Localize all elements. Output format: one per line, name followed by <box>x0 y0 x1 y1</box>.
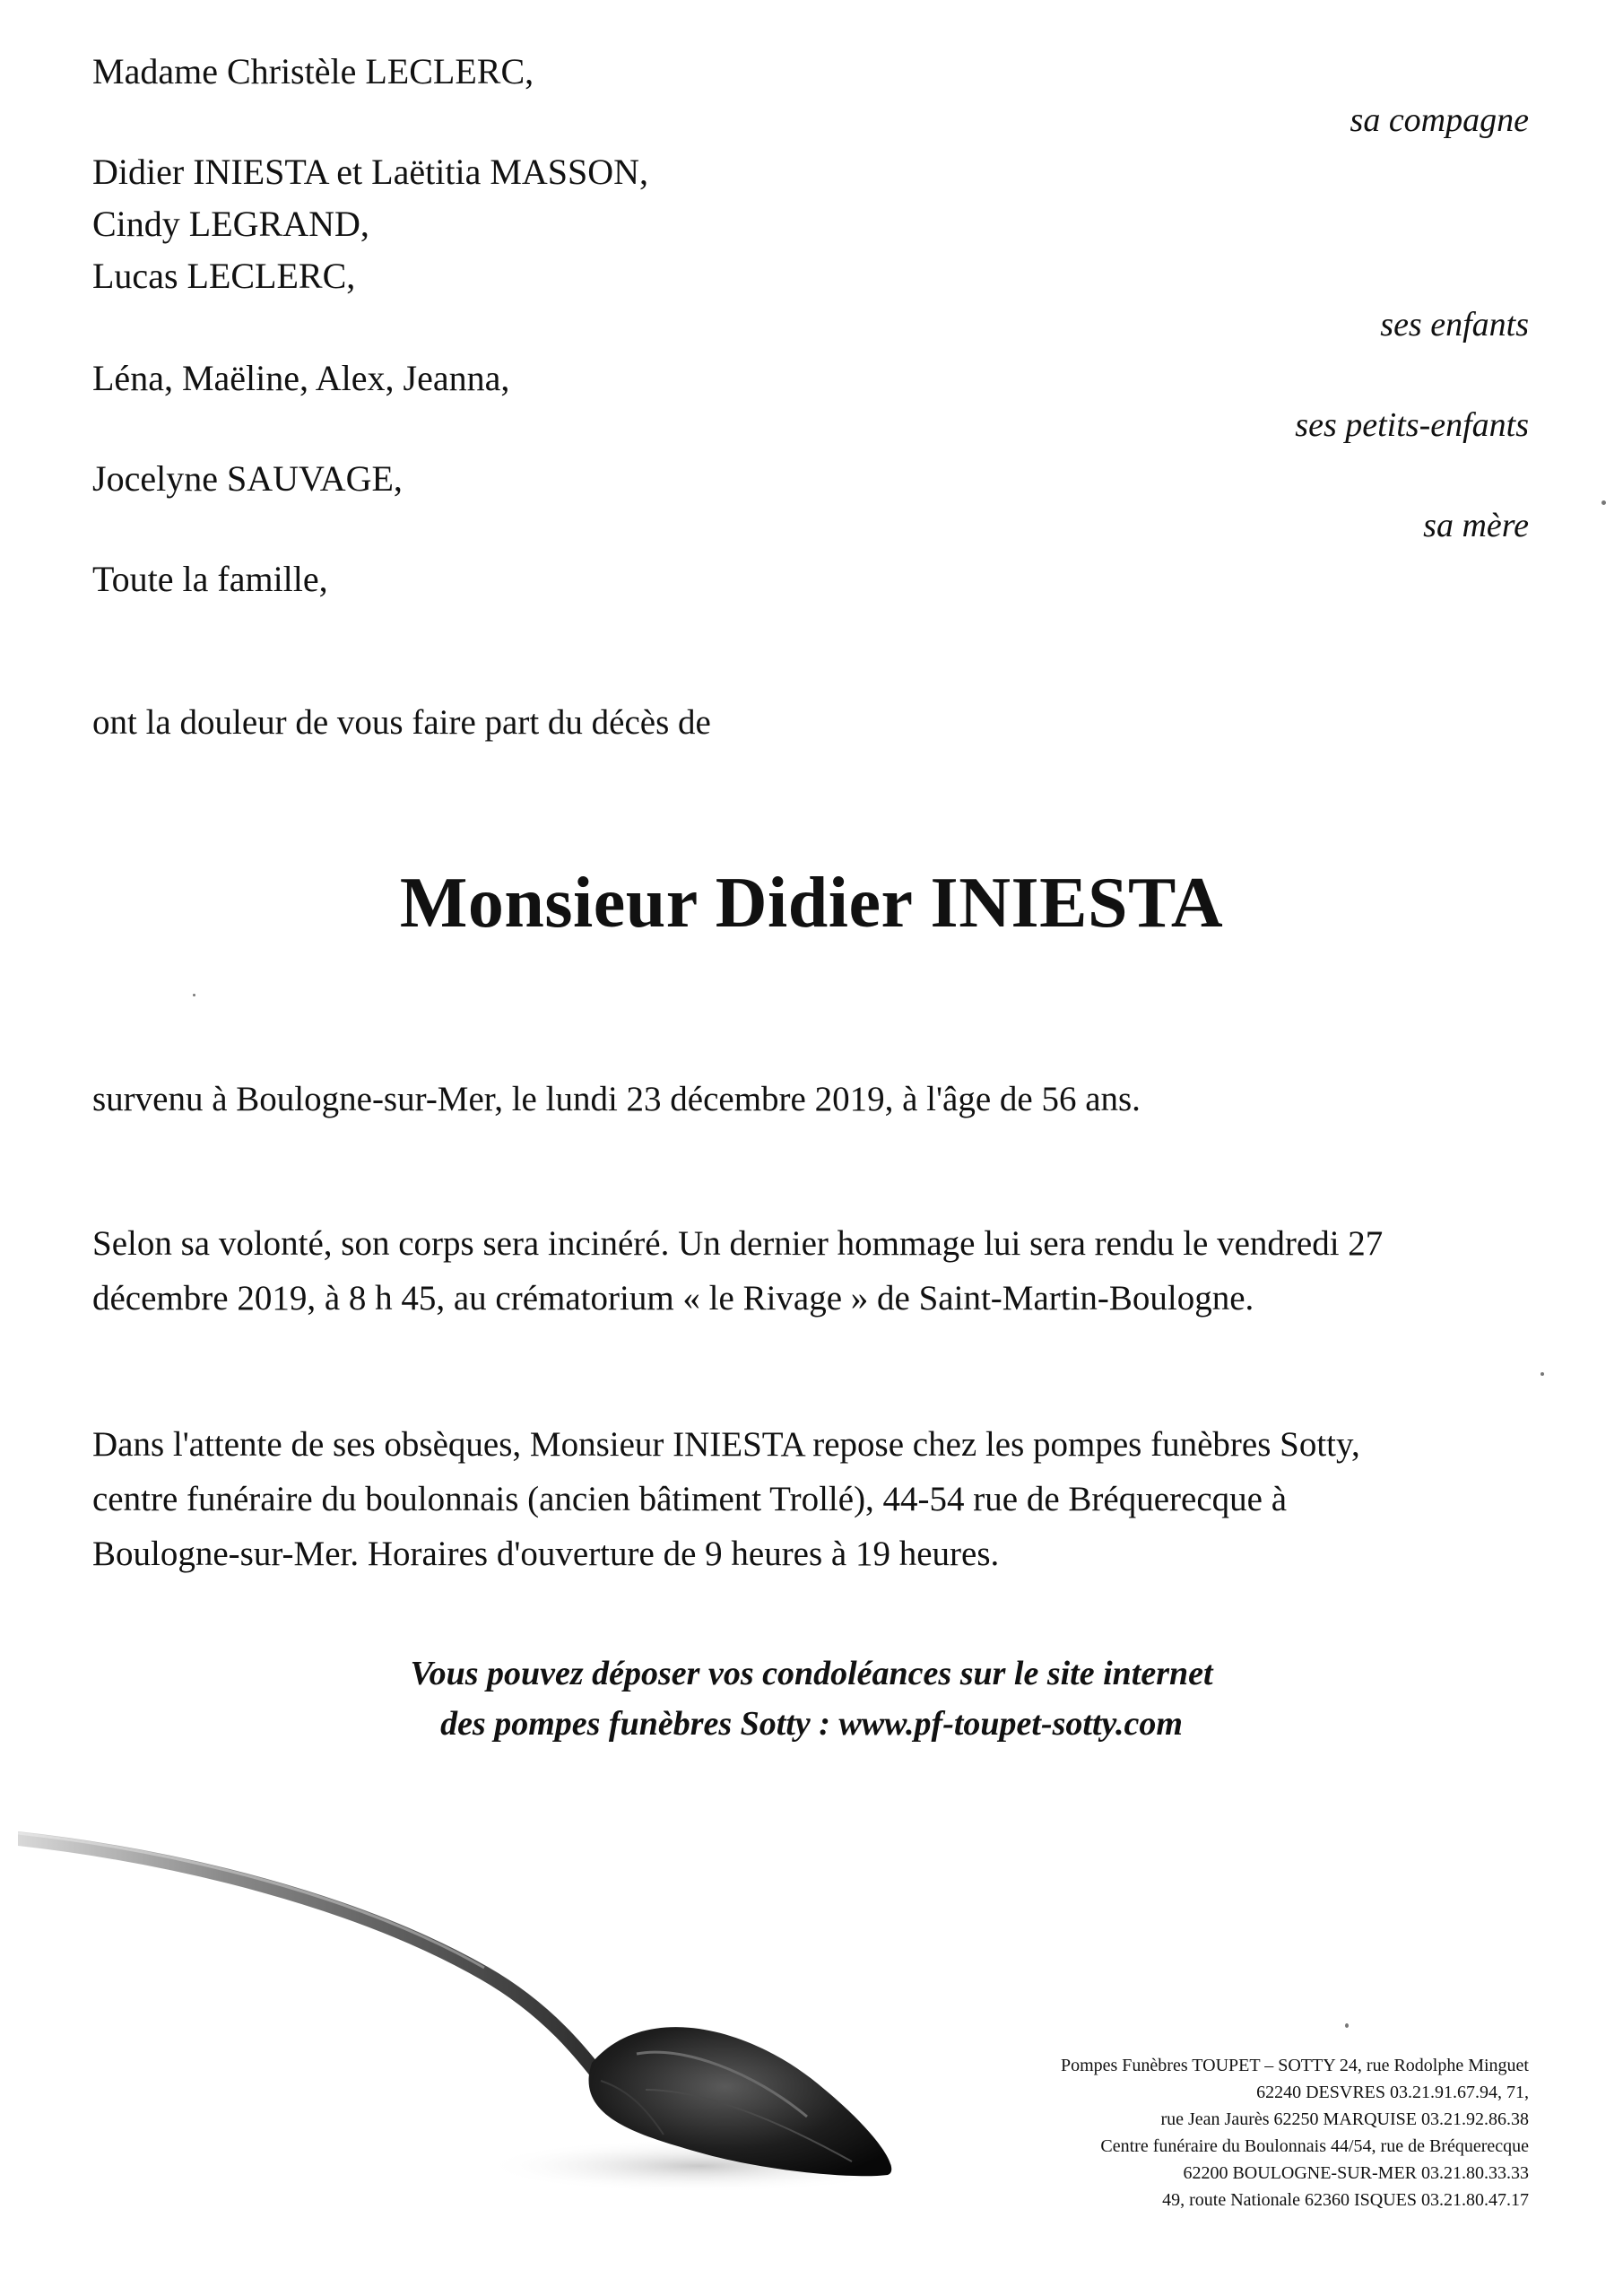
children-role: ses enfants <box>1380 306 1529 344</box>
scan-speck <box>193 994 195 996</box>
ceremony-paragraph <box>92 1216 1532 1326</box>
mother-role: sa mère <box>1423 507 1529 544</box>
mother-name: Jocelyne SAUVAGE, <box>92 458 403 499</box>
child-name: Didier INIESTA et Laëtitia MASSON, <box>92 152 649 192</box>
rest-place-line: Boulogne-sur-Mer. Horaires d'ouverture de 9 heures à 19 heures. <box>92 1535 1000 1573</box>
condolences-line: des pompes funèbres Sotty : www.pf-toupet-sotty.com <box>440 1705 1183 1743</box>
ceremony-line: Selon sa volonté, son corps sera incinéré. Un dernier hommage lui sera rendu le vendredi 27 <box>92 1224 1384 1263</box>
rest-place-line: Dans l'attente de ses obsèques, Monsieur INIESTA repose chez les pompes funèbres Sotty, <box>92 1425 1360 1464</box>
condolences-line: Vous pouvez déposer vos condoléances sur le site internet <box>410 1655 1213 1692</box>
child-name: Cindy LEGRAND, <box>92 204 369 244</box>
grandchildren-role: ses petits-enfants <box>1295 406 1529 444</box>
child-name: Lucas LECLERC, <box>92 256 356 296</box>
scan-speck <box>1601 500 1606 505</box>
footer-line: Centre funéraire du Boulonnais 44/54, rue de Bréquerecque <box>1100 2136 1529 2156</box>
footer-line: 49, route Nationale 62360 ISQUES 03.21.80.47.17 <box>1162 2190 1529 2210</box>
rest-place-line: centre funéraire du boulonnais (ancien bâtiment Trollé), 44-54 rue de Bréquerecque à <box>92 1480 1287 1518</box>
funeral-home-address <box>1061 2052 1529 2213</box>
companion-name: Madame Christèle LECLERC, <box>92 51 534 91</box>
scan-speck <box>1541 1372 1544 1376</box>
grandchildren-names: Léna, Maëline, Alex, Jeanna, <box>92 358 510 398</box>
footer-line: rue Jean Jaurès 62250 MARQUISE 03.21.92.86.38 <box>1160 2109 1529 2129</box>
family-line: Toute la famille, <box>92 559 328 599</box>
footer-line: 62200 BOULOGNE-SUR-MER 03.21.80.33.33 <box>1183 2163 1529 2183</box>
scan-speck <box>1345 2023 1349 2028</box>
footer-line: 62240 DESVRES 03.21.91.67.94, 71, <box>1256 2083 1529 2102</box>
announcement-text: ont la douleur de vous faire part du décès de <box>92 703 711 742</box>
flower-stem-image <box>18 1821 915 2197</box>
ceremony-line: décembre 2019, à 8 h 45, au crématorium « le Rivage » de Saint-Martin-Boulogne. <box>92 1279 1254 1318</box>
companion-role: sa compagne <box>1350 101 1529 139</box>
footer-line: Pompes Funèbres TOUPET – SOTTY 24, rue Rodolphe Minguet <box>1060 2056 1529 2075</box>
deceased-name: Monsieur Didier INIESTA <box>399 864 1224 943</box>
death-details: survenu à Boulogne-sur-Mer, le lundi 23 décembre 2019, à l'âge de 56 ans. <box>92 1080 1141 1118</box>
rest-place-paragraph <box>92 1417 1532 1581</box>
